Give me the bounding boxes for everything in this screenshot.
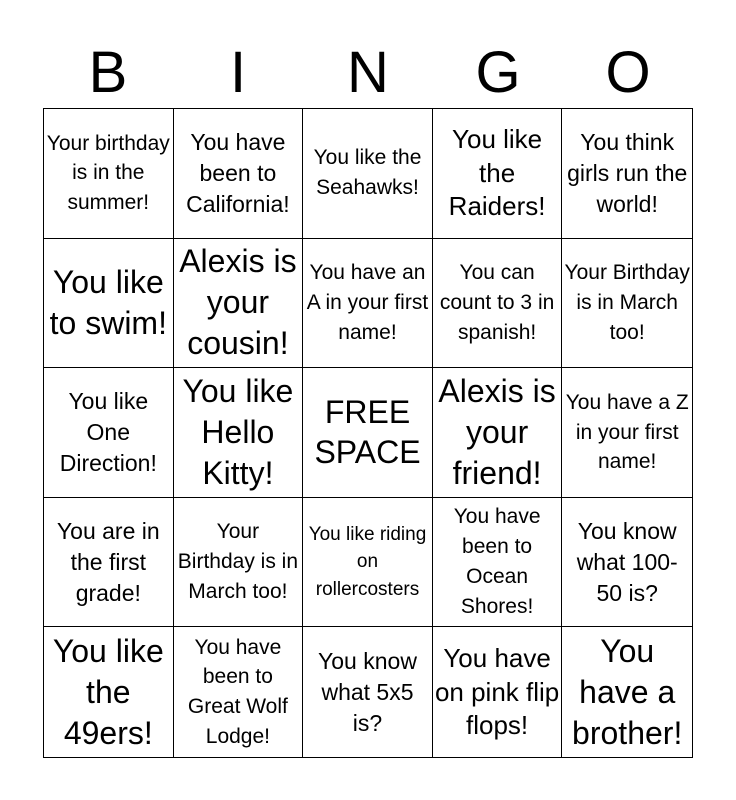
bingo-cell[interactable]: You have an A in your first name! — [303, 239, 433, 369]
header-letter-g: G — [475, 40, 521, 105]
bingo-cell[interactable]: You like Hello Kitty! — [174, 368, 304, 498]
header-letter-n: N — [347, 40, 389, 105]
bingo-cell[interactable]: You think girls run the world! — [562, 109, 692, 239]
bingo-cell[interactable]: Your birthday is in the summer! — [44, 109, 174, 239]
bingo-cell[interactable]: You like the Raiders! — [433, 109, 563, 239]
bingo-cell[interactable]: You have been to Great Wolf Lodge! — [174, 627, 304, 757]
bingo-cell[interactable]: Your Birthday is in March too! — [562, 239, 692, 369]
bingo-cell[interactable]: You like the Seahawks! — [303, 109, 433, 239]
header-letter-b: B — [88, 40, 128, 105]
header-letter-o: O — [605, 40, 651, 105]
bingo-cell[interactable]: You know what 100-50 is? — [562, 498, 692, 628]
bingo-cell[interactable]: Your Birthday is in March too! — [174, 498, 304, 628]
bingo-cell[interactable]: You like riding on rollercosters — [303, 498, 433, 628]
bingo-cell[interactable]: You have on pink flip flops! — [433, 627, 563, 757]
header-letter-i: I — [229, 40, 247, 105]
bingo-header — [43, 38, 693, 108]
bingo-cell[interactable]: You are in the first grade! — [44, 498, 174, 628]
bingo-cell[interactable]: You like to swim! — [44, 239, 174, 369]
bingo-cell[interactable]: You have a brother! — [572, 632, 683, 751]
bingo-cell[interactable]: Alexis is your friend! — [433, 368, 563, 498]
bingo-cell[interactable]: Alexis is your cousin! — [174, 239, 304, 369]
bingo-cell[interactable]: You have been to California! — [174, 109, 304, 239]
bingo-cell[interactable]: You know what 5x5 is? — [303, 627, 433, 757]
bingo-cell[interactable]: You like One Direction! — [44, 368, 174, 498]
bingo-cell[interactable]: You like the 49ers! — [44, 627, 174, 757]
bingo-cell[interactable]: You can count to 3 in spanish! — [433, 239, 563, 369]
bingo-cell[interactable]: You have been to Ocean Shores! — [433, 498, 563, 628]
bingo-board — [43, 108, 693, 758]
bingo-cell[interactable]: You have a Z in your first name! — [562, 368, 692, 498]
free-space-cell[interactable]: FREE SPACE — [303, 368, 433, 498]
